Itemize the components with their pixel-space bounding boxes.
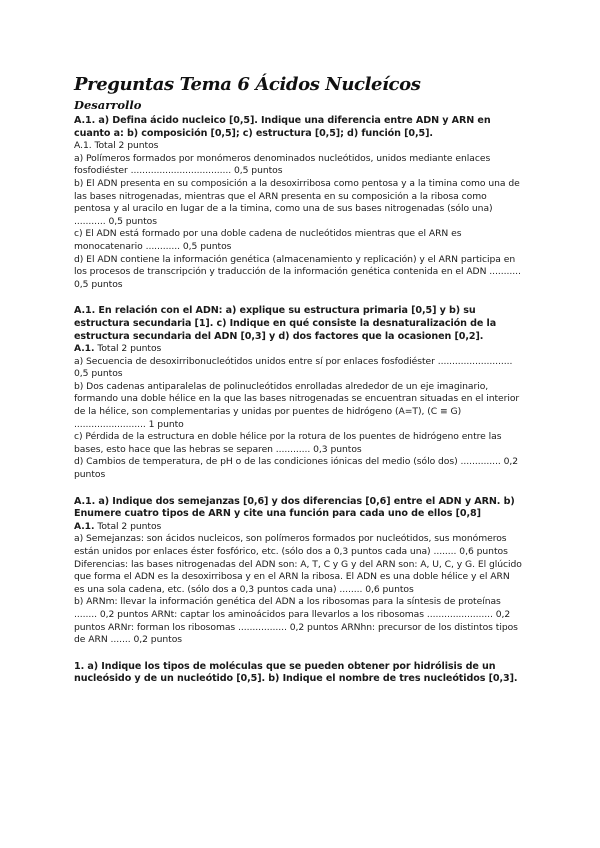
question-heading: A.1. En relación con el ADN: a) explique su estructura primaria [0,5] y b) su estructura secundaria [1]. c) Indique en qué consiste la desnaturalización de la estructura secundaria del ADN [0,3] y d) dos factores que la ocasionen [0,2]. <box>74 305 497 342</box>
answer-c: c) El ADN está formado por una doble cadena de nucleótidos mientras que el ARN es monocatenario ............ 0,5 puntos <box>74 228 462 252</box>
answer-a: a) Polímeros formados por monómeros denominados nucleótidos, unidos mediante enlaces fosfodiéster ................................... 0,5 puntos <box>74 152 491 177</box>
question-block-1 <box>74 115 522 291</box>
answer-total-text: Total 2 puntos <box>94 520 162 532</box>
question-heading: A.1. a) Defina ácido nucleico [0,5]. Indique una diferencia entre ADN y ARN en cuanto a: b) composición [0,5]; c) estructura [0,5]; d) función [0,5]. <box>74 115 491 139</box>
page-title: Preguntas Tema 6 Ácidos Nucleícos <box>74 74 421 95</box>
answer-b: b) Dos cadenas antiparalelas de polinucleótidos enrolladas alrededor de un eje imaginario, formando una doble hélice en la que las bases nitrogenadas se encuentran situadas en el interior de la hélice, son complementarias y unidas por puentes de hidrógeno (A=T), (C ≡ G) ......................... 1 punto <box>74 380 520 430</box>
answer-total <box>74 521 522 534</box>
answer-total-text: Total 2 puntos <box>94 343 162 355</box>
answer-c: c) Pérdida de la estructura en doble hélice por la rotura de los puentes de hidrógeno entre las bases, esto hace que las hebras se separen ............ 0,3 puntos <box>74 431 502 455</box>
question-heading: 1. a) Indique los tipos de moléculas que se pueden obtener por hidrólisis de un nucleósido y de un nucleótido [0,5]. b) Indique el nombre de tres nucleótidos [0,3]. <box>74 660 518 685</box>
question-block-2 <box>74 305 522 481</box>
answer-total-label: A.1. <box>74 343 95 355</box>
question-block-4 <box>74 661 522 686</box>
answer-d: d) Cambios de temperatura, de pH o de las condiciones iónicas del medio (sólo dos) .............. 0,2 puntos <box>74 456 519 481</box>
question-block-3 <box>74 496 522 647</box>
question-heading: A.1. a) Indique dos semejanzas [0,6] y dos diferencias [0,6] entre el ADN y ARN. b) Enumere cuatro tipos de ARN y cite una función para cada uno de ellos [0,8] <box>74 495 515 520</box>
answer-b: b) El ADN presenta en su composición a la desoxirribosa como pentosa y a la timina como una de las bases nitrogenadas, mientras que el ARN presenta en su composición a la ribosa como pentosa y al uracilo en lugar de a la timina, como una de sus bases nitrogenadas (sólo una) ........... 0,5 puntos <box>74 177 520 227</box>
answer-total <box>74 343 522 356</box>
answer-d: d) El ADN contiene la información genética (almacenamiento y replicación) y el ARN participa en los procesos de transcripción y traducción de la información genética contenida en el ADN ........... 0,5 puntos <box>74 253 521 290</box>
page-subtitle: Desarrollo <box>74 98 142 112</box>
answer-total: A.1. Total 2 puntos <box>74 140 159 152</box>
answer-total-label: A.1. <box>74 520 95 532</box>
answer-a: a) Secuencia de desoxirribonucleótidos unidos entre sí por enlaces fosfodiéster .......................... 0,5 puntos <box>74 355 513 380</box>
answer-b: b) ARNm: llevar la información genética del ADN a los ribosomas para la síntesis de proteínas ........ 0,2 puntos ARNt: captar los aminoácidos para llevarlos a los ribosomas ....................... 0,2 puntos ARNr: forman los ribosomas ................. 0,2 puntos ARNhn: precursor de los distintos tipos de ARN ....... 0,2 puntos <box>74 596 518 646</box>
answer-a: a) Semejanzas: son ácidos nucleicos, son polímeros formados por nucleótidos, sus monómeros están unidos por enlaces éster fosfórico, etc. (sólo dos a 0,3 puntos cada una) ........ 0,6 puntos Diferencias: las bases nitrogenadas del ADN son: A, T, C y G y del ARN son: A, U, C, y G. El glúcido que forma el ADN es la desoxirribosa y en el ARN la ribosa. El ADN es una doble hélice y el ARN es una sola cadena, etc. (sólo dos a 0,3 puntos cada una) ........ 0,6 puntos <box>74 533 522 595</box>
